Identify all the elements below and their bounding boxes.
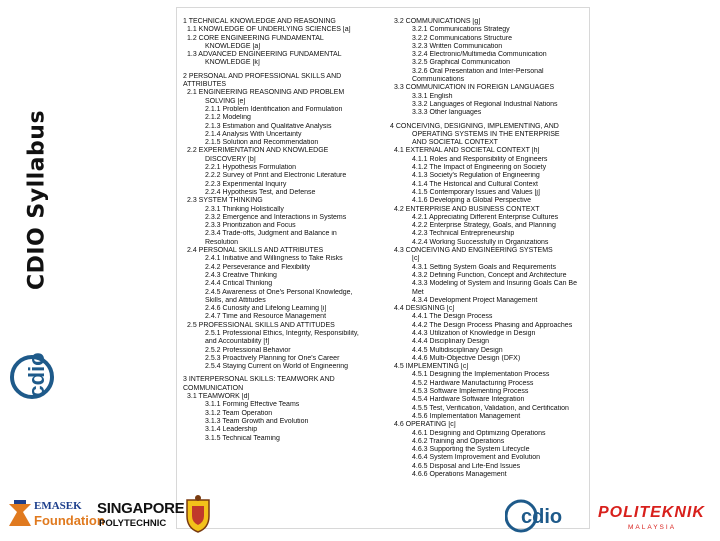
syllabus-subsection-heading: 3.1 TEAMWORK [d] xyxy=(187,393,250,401)
syllabus-item: 4.5.3 Software Implementing Process xyxy=(412,388,529,396)
footer-logos xyxy=(0,492,720,540)
syllabus-subsection-heading: 2.4 PERSONAL SKILLS AND ATTRIBUTES xyxy=(187,247,324,255)
syllabus-item: 3.1.4 Leadership xyxy=(205,426,258,434)
syllabus-item: 4.6.6 Operations Management xyxy=(412,471,507,479)
syllabus-item: 4.1.6 Developing a Global Perspective xyxy=(412,197,532,205)
syllabus-item: 2.1.5 Solution and Recommendation xyxy=(205,139,319,147)
syllabus-subsection-heading: 2.2 EXPERIMENTATION AND KNOWLEDGE xyxy=(187,147,329,155)
syllabus-item: 3.3.3 Other languages xyxy=(412,109,482,117)
syllabus-item: 2.2.1 Hypothesis Formulation xyxy=(205,164,297,172)
syllabus-section-heading: ATTRIBUTES xyxy=(183,81,227,89)
syllabus-subsection-heading: 2.1 ENGINEERING REASONING AND PROBLEM xyxy=(187,89,345,97)
crest-icon xyxy=(183,494,213,534)
syllabus-item: 4.4.6 Multi-Objective Design (DFX) xyxy=(412,354,521,362)
syllabus-item: 4.1.5 Contemporary Issues and Values [j] xyxy=(412,188,540,196)
syllabus-item: Met xyxy=(412,288,424,296)
syllabus-item: 3.1.1 Forming Effective Teams xyxy=(205,401,300,409)
syllabus-section-heading: COMMUNICATION xyxy=(183,384,244,392)
syllabus-item: 4.5.1 Designing the Implementation Process xyxy=(412,371,550,379)
syllabus-item: 2.4.5 Awareness of One's Personal Knowledge, xyxy=(205,288,353,296)
sp-line1: SINGAPORE xyxy=(97,500,185,517)
syllabus-item: 2.5.2 Professional Behavior xyxy=(205,346,291,354)
cdio-side-text: cdio xyxy=(24,352,49,398)
syllabus-item: 2.4.4 Critical Thinking xyxy=(205,280,273,288)
syllabus-item: 3.3.2 Languages of Regional Industrial Nations xyxy=(412,100,558,108)
syllabus-item: 4.4.2 The Design Process Phasing and Approaches xyxy=(412,321,573,329)
cdio-logo-bottom xyxy=(505,496,585,536)
syllabus-section-heading: 1 TECHNICAL KNOWLEDGE AND REASONING xyxy=(183,18,336,25)
syllabus-item: KNOWLEDGE [a] xyxy=(205,42,261,50)
syllabus-item: Skills, and Attitudes xyxy=(205,296,266,304)
syllabus-item: 3.1.3 Team Growth and Evolution xyxy=(205,417,309,425)
syllabus-left-column xyxy=(183,18,381,443)
syllabus-item: 4.4.1 The Design Process xyxy=(412,313,493,321)
syllabus-item: [c] xyxy=(412,255,420,263)
syllabus-item: 4.3.4 Development Project Management xyxy=(412,296,538,304)
syllabus-item: 3.1.2 Team Operation xyxy=(205,409,273,417)
syllabus-subsection-heading: 4.2 ENTERPRISE AND BUSINESS CONTEXT xyxy=(394,205,540,213)
syllabus-item: 2.4.7 Time and Resource Management xyxy=(205,313,327,321)
syllabus-item: 3.2.2 Communications Structure xyxy=(412,34,512,42)
university-crest-logo xyxy=(183,494,213,534)
syllabus-item: 2.3.3 Prioritization and Focus xyxy=(205,222,296,230)
syllabus-item: 2.1.2 Modeling xyxy=(205,114,251,122)
cdio-logo-side xyxy=(10,335,68,415)
syllabus-item: 2.3.2 Emergence and Interactions in Systems xyxy=(205,213,347,221)
syllabus-item: 4.3.3 Modeling of System and Insuring Goals Can Be xyxy=(412,280,577,288)
syllabus-item: 3.2.5 Graphical Communication xyxy=(412,59,511,67)
syllabus-item: OPERATING SYSTEMS IN THE ENTERPRISE xyxy=(412,130,560,138)
syllabus-subsection-heading: 3.3 COMMUNICATION IN FOREIGN LANGUAGES xyxy=(394,84,555,92)
syllabus-item: 4.6.4 System Improvement and Evolution xyxy=(412,454,541,462)
syllabus-item: 2.4.1 Initiative and Willingness to Take Risks xyxy=(205,255,343,263)
syllabus-subsection-heading: 1.3 ADVANCED ENGINEERING FUNDAMENTAL xyxy=(187,51,342,59)
syllabus-item: 3.2.3 Written Communication xyxy=(412,42,503,50)
syllabus-item: 4.2.3 Technical Entrepreneurship xyxy=(412,230,515,238)
syllabus-item: DISCOVERY [b] xyxy=(205,155,256,163)
syllabus-item: 2.3.1 Thinking Holistically xyxy=(205,205,284,213)
syllabus-item: 2.5.3 Proactively Planning for One's Career xyxy=(205,354,340,362)
syllabus-item: 4.3.1 Setting System Goals and Requirements xyxy=(412,263,556,271)
syllabus-item: 4.3.2 Defining Function, Concept and Architecture xyxy=(412,271,567,279)
syllabus-item: 2.4.6 Curiosity and Lifelong Learning [i] xyxy=(205,305,327,313)
syllabus-item: Resolution xyxy=(205,238,239,246)
syllabus-item: SOLVING [e] xyxy=(205,97,246,105)
syllabus-subsection-heading: 2.3 SYSTEM THINKING xyxy=(187,197,263,205)
syllabus-item: 4.5.2 Hardware Manufacturing Process xyxy=(412,379,534,387)
temasek-emblem-icon xyxy=(6,496,34,534)
syllabus-item: 4.5.5 Test, Verification, Validation, and Certification xyxy=(412,404,569,412)
syllabus-item: 4.1.2 The Impact of Engineering on Society xyxy=(412,164,547,172)
syllabus-item: 2.2.3 Experimental Inquiry xyxy=(205,180,287,188)
syllabus-section-heading: 3 INTERPERSONAL SKILLS: TEAMWORK AND xyxy=(183,376,335,384)
syllabus-subsection-heading: 4.3 CONCEIVING AND ENGINEERING SYSTEMS xyxy=(394,247,553,255)
syllabus-right-column xyxy=(390,18,584,479)
syllabus-item: 2.1.3 Estimation and Qualitative Analysis xyxy=(205,122,332,130)
syllabus-item: 4.2.1 Appreciating Different Enterprise Cultures xyxy=(412,213,559,221)
singapore-polytechnic-logo xyxy=(97,498,185,534)
syllabus-item: 4.1.1 Roles and Responsibility of Engineers xyxy=(412,155,548,163)
syllabus-item: 2.4.2 Perseverance and Flexibility xyxy=(205,263,311,271)
syllabus-item: and Accountability [f] xyxy=(205,338,270,346)
syllabus-item: 2.4.3 Creative Thinking xyxy=(205,271,277,279)
syllabus-item: 4.1.4 The Historical and Cultural Context xyxy=(412,180,538,188)
temasek-foundation-logo xyxy=(6,496,105,534)
syllabus-item: 4.5.4 Hardware Software Integration xyxy=(412,396,525,404)
syllabus-document xyxy=(177,8,589,528)
temasek-foundation-text: Foundation xyxy=(34,513,105,528)
slide-title-text: CDIO Syllabus xyxy=(24,109,50,291)
syllabus-subsection-heading: 4.5 IMPLEMENTING [c] xyxy=(394,363,469,371)
syllabus-item: 4.4.5 Multidisciplinary Design xyxy=(412,346,503,354)
syllabus-item: 2.2.4 Hypothesis Test, and Defense xyxy=(205,188,316,196)
syllabus-item: 3.2.1 Communications Strategy xyxy=(412,26,510,34)
syllabus-item: 3.3.1 English xyxy=(412,92,453,100)
politeknik-malaysia-logo xyxy=(598,498,716,534)
syllabus-item: 4.6.1 Designing and Optimizing Operations xyxy=(412,429,546,437)
syllabus-item: 4.5.6 Implementation Management xyxy=(412,412,521,420)
syllabus-item: 3.2.4 Electronic/Multimedia Communication xyxy=(412,51,547,59)
syllabus-item: 2.5.4 Staying Current on World of Engineering xyxy=(205,363,349,371)
syllabus-subsection-heading: 4.1 EXTERNAL AND SOCIETAL CONTEXT [h] xyxy=(394,147,540,155)
sp-line2: POLYTECHNIC xyxy=(99,518,167,529)
cdio-bottom-text: cdio xyxy=(521,506,563,528)
syllabus-item: 2.1.4 Analysis With Uncertainty xyxy=(205,130,302,138)
syllabus-section-heading: 2 PERSONAL AND PROFESSIONAL SKILLS AND xyxy=(183,72,342,80)
syllabus-subsection-heading: 3.2 COMMUNICATIONS [g] xyxy=(394,18,481,25)
syllabus-item: 3.1.5 Technical Teaming xyxy=(205,434,280,442)
syllabus-subsection-heading: 2.5 PROFESSIONAL SKILLS AND ATTITUDES xyxy=(187,321,335,329)
temasek-name: EMASEK xyxy=(34,500,82,512)
syllabus-item: 2.2.2 Survey of Print and Electronic Literature xyxy=(205,172,347,180)
syllabus-section-heading: 4 CONCEIVING, DESIGNING, IMPLEMENTING, AND xyxy=(390,122,559,130)
syllabus-item: KNOWLEDGE [k] xyxy=(205,59,260,67)
syllabus-item: 4.2.2 Enterprise Strategy, Goals, and Planning xyxy=(412,222,556,230)
syllabus-item: 2.3.4 Trade-offs, Judgment and Balance in xyxy=(205,230,337,238)
syllabus-subsection-heading: 1.1 KNOWLEDGE OF UNDERLYING SCIENCES [a] xyxy=(187,26,351,34)
syllabus-subsection-heading: 4.6 OPERATING [c] xyxy=(394,421,456,429)
syllabus-item: 4.4.4 Disciplinary Design xyxy=(412,338,490,346)
syllabus-item: 4.6.2 Training and Operations xyxy=(412,437,505,445)
syllabus-subsection-heading: 4.4 DESIGNING [c] xyxy=(394,305,455,313)
syllabus-item: 4.2.4 Working Successfully in Organizations xyxy=(412,238,549,246)
syllabus-subsection-heading: 1.2 CORE ENGINEERING FUNDAMENTAL xyxy=(187,34,324,42)
cdio-logo-bottom-graphic xyxy=(505,496,585,536)
poli-line2: MALAYSIA xyxy=(628,524,677,531)
slide-title xyxy=(22,90,52,310)
syllabus-item: AND SOCIETAL CONTEXT xyxy=(412,139,498,147)
syllabus-item: 4.4.3 Utilization of Knowledge in Design xyxy=(412,329,536,337)
syllabus-item: 3.2.6 Oral Presentation and Inter-Personal xyxy=(412,67,544,75)
syllabus-item: 4.1.3 Society's Regulation of Engineering xyxy=(412,172,540,180)
poli-line1: POLITEKNIK xyxy=(598,504,705,521)
cdio-logo-side-graphic xyxy=(10,335,68,415)
syllabus-item: 2.1.1 Problem Identification and Formulation xyxy=(205,105,343,113)
syllabus-item: 2.5.1 Professional Ethics, Integrity, Responsibility, xyxy=(205,329,359,337)
syllabus-item: Communications xyxy=(412,76,465,84)
syllabus-item: 4.6.5 Disposal and Life-End Issues xyxy=(412,462,521,470)
syllabus-item: 4.6.3 Supporting the System Lifecycle xyxy=(412,446,530,454)
